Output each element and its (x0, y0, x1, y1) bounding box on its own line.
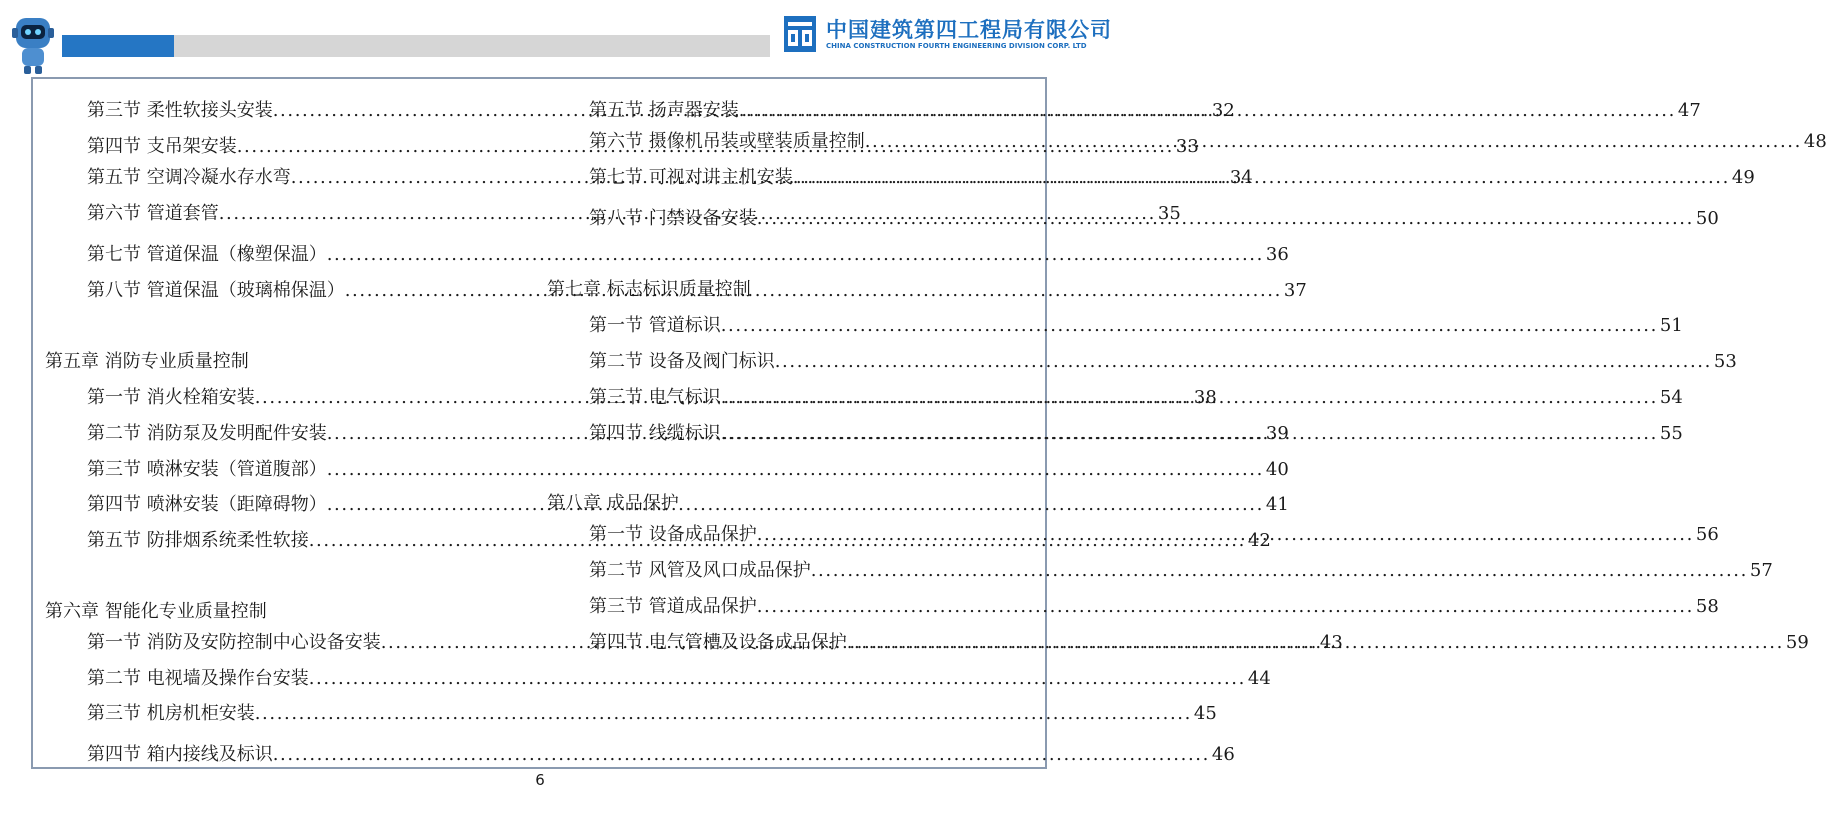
toc-entry: 第三节 电气标识 ..... 54 (589, 383, 1007, 407)
toc-entry: 第六节 摄像机吊装或壁装质量控制 ..... 48 (589, 127, 1007, 151)
toc-entry: 第四节 电气管槽及设备成品保护 ..... 59 (589, 628, 1009, 652)
toc-entry: 第二节 消防泵及发明配件安装 ..... 39 (87, 419, 515, 443)
toc-entry: 第六节 管道套管 ..... 35 (87, 199, 515, 223)
company-name: 中国建筑第四工程局有限公司 (826, 18, 1112, 42)
toc-entry: 第二节 风管及风口成品保护 ..... 57 (589, 556, 1009, 580)
toc-chapter: 第七章 标志标识质量控制 (547, 279, 751, 300)
toc-entry: 第三节 柔性软接头安装 ..... 32 (87, 96, 515, 120)
toc-entry: 第四节 支吊架安装 ..... 33 (87, 132, 515, 156)
robot-mascot-icon (10, 14, 56, 76)
cscec-logo-icon (784, 16, 816, 52)
toc-entry: 第四节 线缆标识 ..... 55 (589, 419, 1007, 443)
toc-entry: 第一节 管道标识 ..... 51 (589, 311, 1007, 335)
toc-entry: 第三节 喷淋安装（管道腹部） ..... 40 (87, 455, 515, 479)
toc-chapter: 第六章 智能化专业质量控制 (45, 601, 267, 622)
company-name-en: CHINA CONSTRUCTION FOURTH ENGINEERING DIVISION CORP. LTD (826, 42, 1087, 50)
toc-entry: 第二节 设备及阀门标识 ..... 53 (589, 347, 1007, 371)
toc-entry: 第三节 管道成品保护 ..... 58 (589, 592, 1009, 616)
toc-entry: 第一节 消防及安防控制中心设备安装 ..... 43 (87, 628, 517, 652)
toc-entry: 第四节 喷淋安装（距障碍物） ..... 41 (87, 490, 515, 514)
page-number: 6 (535, 771, 545, 789)
toc-entry: 第一节 设备成品保护 ..... 56 (589, 520, 1009, 544)
toc-entry: 第二节 电视墙及操作台安装 ..... 44 (87, 664, 517, 688)
toc-entry: 第五节 防排烟系统柔性软接 ..... 42 (87, 526, 515, 550)
toc-entry: 第七节 可视对讲主机安装 ..... 49 (589, 163, 1007, 187)
toc-entry: 第一节 消火栓箱安装 ..... 38 (87, 383, 515, 407)
toc-entry: 第七节 管道保温（橡塑保温） ..... 36 (87, 240, 515, 264)
header-bar-accent (62, 35, 174, 57)
toc-entry: 第四节 箱内接线及标识 ..... 46 (87, 740, 515, 764)
toc-entry: 第八节 管道保温（玻璃棉保温） ..... 37 (87, 276, 515, 300)
toc-entry: 第五节 扬声器安装 ..... 47 (589, 96, 1007, 120)
toc-entry: 第八节 门禁设备安装 ..... 50 (589, 204, 1007, 228)
toc-chapter: 第五章 消防专业质量控制 (45, 351, 249, 372)
toc-chapter: 第八章 成品保护 (547, 493, 679, 514)
toc-entry: 第五节 空调冷凝水存水弯 ..... 34 (87, 163, 515, 187)
toc-entry: 第三节 机房机柜安装 ..... 45 (87, 699, 515, 723)
